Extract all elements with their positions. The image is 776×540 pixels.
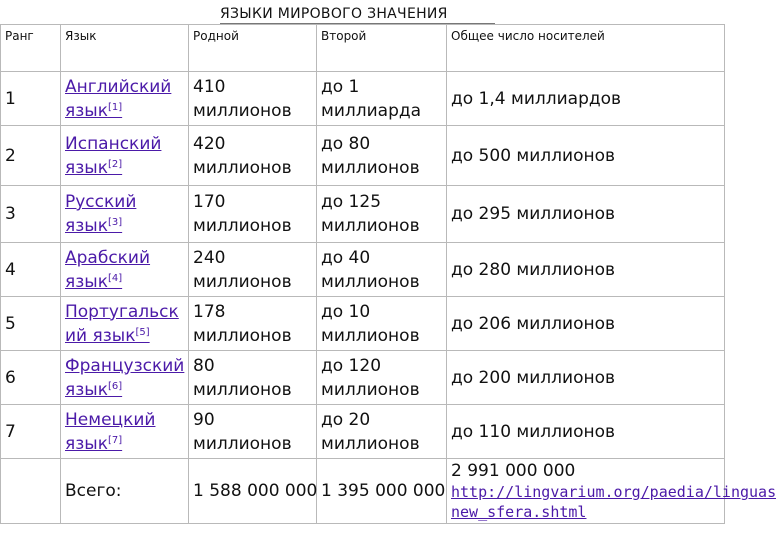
total-cell: до 280 миллионов (447, 243, 725, 297)
language-cell (61, 186, 189, 243)
second-cell: до 1 миллиарда (317, 72, 447, 126)
rank-cell: 7 (1, 405, 61, 459)
total-cell: до 1,4 миллиардов (447, 72, 725, 126)
language-link[interactable]: Английский язык[1] (65, 76, 172, 121)
native-cell: 240 миллионов (189, 243, 317, 297)
language-cell (61, 351, 189, 405)
table-row (1, 186, 725, 243)
total-all-cell (447, 459, 776, 524)
language-link[interactable]: Арабский язык[4] (65, 247, 151, 292)
footnote-ref: [4] (107, 272, 123, 284)
language-link[interactable]: Испанский язык[2] (65, 133, 162, 178)
native-cell: 170 миллионов (189, 186, 317, 243)
second-cell: до 40 миллионов (317, 243, 447, 297)
footnote-ref: [6] (107, 380, 123, 392)
second-cell: до 20 миллионов (317, 405, 447, 459)
total-second: 1 395 000 000 (317, 459, 447, 524)
total-cell: до 295 миллионов (447, 186, 725, 243)
language-cell (61, 72, 189, 126)
languages-table (0, 24, 776, 524)
rank-cell: 2 (1, 126, 61, 186)
second-cell: до 120 миллионов (317, 351, 447, 405)
second-cell: до 10 миллионов (317, 297, 447, 351)
rank-cell: 3 (1, 186, 61, 243)
table-row (1, 243, 725, 297)
rank-cell: 5 (1, 297, 61, 351)
source-link[interactable]: http://lingvarium.org/paedia/linguas new_sfera.shtml (451, 483, 776, 521)
total-native: 1 588 000 000 (189, 459, 317, 524)
native-cell: 420 миллионов (189, 126, 317, 186)
footnote-ref: [3] (107, 217, 123, 228)
native-cell: 80 миллионов (189, 351, 317, 405)
table-header-row (1, 25, 725, 72)
native-cell: 410 миллионов (189, 72, 317, 126)
language-link[interactable]: Немецкий язык[7] (65, 409, 156, 454)
total-all: 2 991 000 000 (451, 461, 576, 481)
second-cell: до 125 миллионов (317, 186, 447, 243)
total-label: Всего: (61, 459, 189, 524)
footnote-ref: [1] (107, 101, 123, 113)
second-cell: до 80 миллионов (317, 126, 447, 186)
header-language: Язык (61, 25, 189, 72)
total-cell: до 200 миллионов (447, 351, 725, 405)
native-cell: 90 миллионов (189, 405, 317, 459)
empty-cell (1, 459, 61, 524)
table-row (1, 405, 725, 459)
header-rank: Ранг (1, 25, 61, 72)
header-total: Общее число носителей (447, 25, 725, 72)
table-row (1, 351, 725, 405)
language-link[interactable]: Португальск ий язык[5] (65, 301, 179, 346)
rank-cell: 6 (1, 351, 61, 405)
table-row (1, 72, 725, 126)
total-row (1, 459, 725, 524)
rank-cell: 4 (1, 243, 61, 297)
total-cell: до 110 миллионов (447, 405, 725, 459)
language-cell (61, 126, 189, 186)
footnote-ref: [7] (107, 434, 123, 446)
language-link[interactable]: Французский язык[6] (65, 355, 185, 400)
header-native: Родной (189, 25, 317, 72)
language-cell (61, 243, 189, 297)
table-row (1, 297, 725, 351)
language-link[interactable]: Русский язык[3] (65, 192, 137, 236)
total-cell: до 500 миллионов (447, 126, 725, 186)
footnote-ref: [5] (135, 326, 150, 338)
language-cell (61, 297, 189, 351)
table-row (1, 126, 725, 186)
page-title: ЯЗЫКИ МИРОВОГО ЗНАЧЕНИЯ (220, 6, 495, 25)
header-second: Второй (317, 25, 447, 72)
footnote-ref: [2] (107, 158, 123, 170)
total-cell: до 206 миллионов (447, 297, 725, 351)
rank-cell: 1 (1, 72, 61, 126)
language-cell (61, 405, 189, 459)
native-cell: 178 миллионов (189, 297, 317, 351)
